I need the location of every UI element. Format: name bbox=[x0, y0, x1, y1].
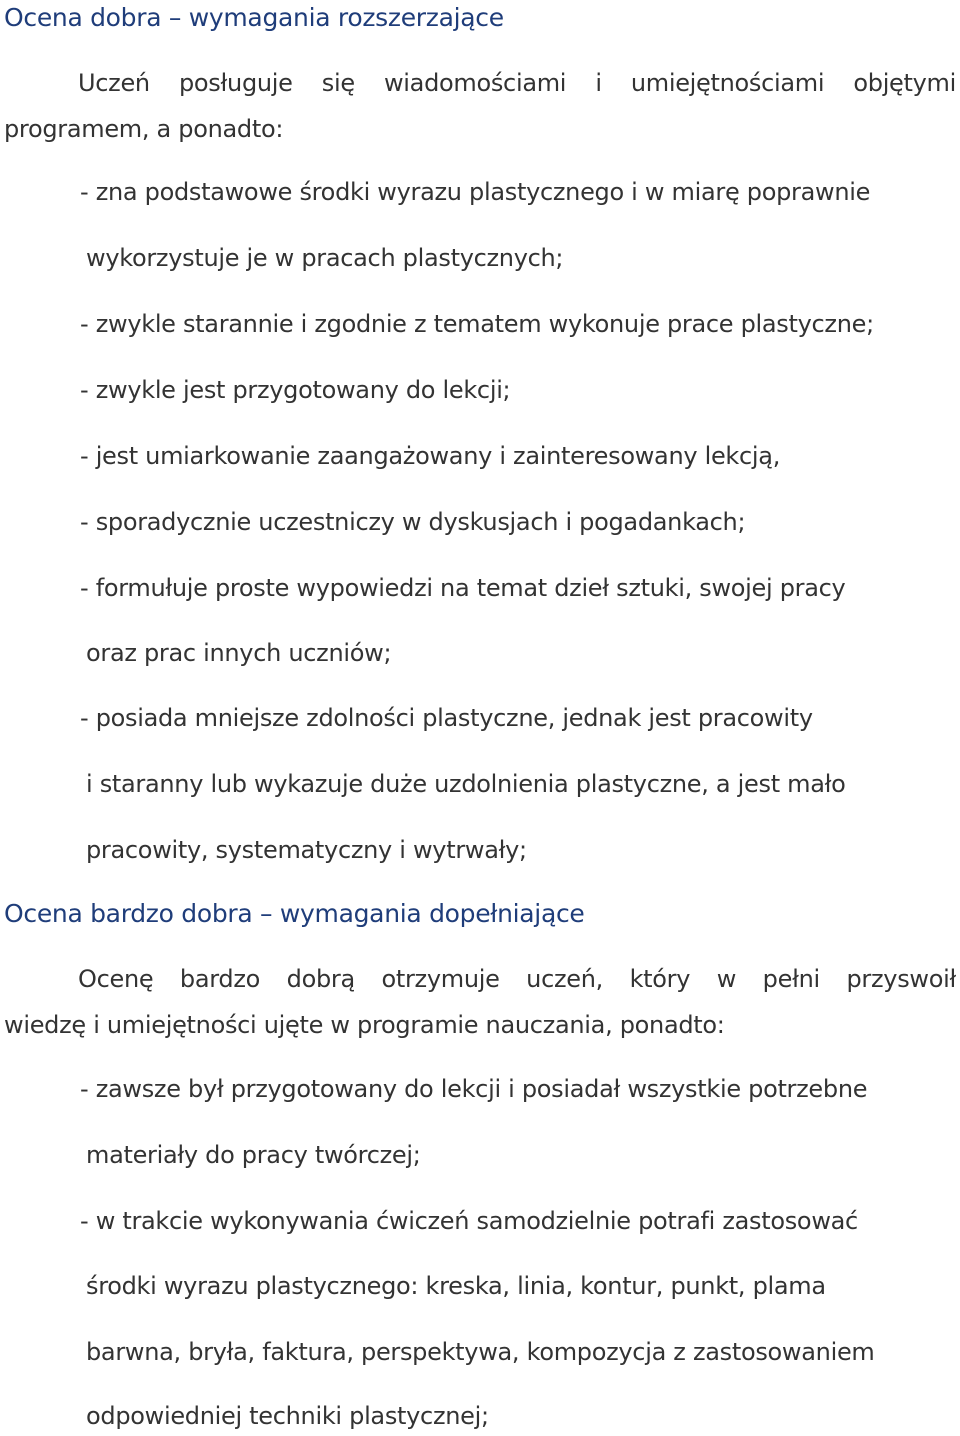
section-intro-line: Ocenę bardzo dobrą otrzymuje uczeń, który w pełni przyswoił bbox=[78, 965, 956, 993]
section-heading-good: Ocena dobra – wymagania rozszerzające bbox=[4, 3, 504, 32]
list-item-continuation: wykorzystuje je w pracach plastycznych; bbox=[86, 244, 564, 272]
list-item: - sporadycznie uczestniczy w dyskusjach i pogadankach; bbox=[80, 508, 746, 536]
list-item-continuation: materiały do pracy twórczej; bbox=[86, 1141, 421, 1169]
list-item: - formułuje proste wypowiedzi na temat dzieł sztuki, swojej pracy bbox=[80, 574, 846, 602]
list-item: - posiada mniejsze zdolności plastyczne, jednak jest pracowity bbox=[80, 704, 813, 732]
list-item-continuation: barwna, bryła, faktura, perspektywa, kompozycja z zastosowaniem bbox=[86, 1338, 875, 1366]
list-item: - zwykle jest przygotowany do lekcji; bbox=[80, 376, 511, 404]
section-intro-line: wiedzę i umiejętności ujęte w programie nauczania, ponadto: bbox=[4, 1011, 725, 1039]
list-item-continuation: pracowity, systematyczny i wytrwały; bbox=[86, 836, 527, 864]
section-heading-very-good: Ocena bardzo dobra – wymagania dopełniające bbox=[4, 899, 585, 928]
list-item: - zawsze był przygotowany do lekcji i posiadał wszystkie potrzebne bbox=[80, 1075, 868, 1103]
list-item-continuation: środki wyrazu plastycznego: kreska, linia, kontur, punkt, plama bbox=[86, 1272, 826, 1300]
list-item: - zwykle starannie i zgodnie z tematem wykonuje prace plastyczne; bbox=[80, 310, 874, 338]
list-item: - w trakcie wykonywania ćwiczeń samodzielnie potrafi zastosować bbox=[80, 1207, 858, 1235]
list-item-continuation: oraz prac innych uczniów; bbox=[86, 639, 392, 667]
list-item: - jest umiarkowanie zaangażowany i zainteresowany lekcją, bbox=[80, 442, 781, 470]
list-item-continuation: odpowiedniej techniki plastycznej; bbox=[86, 1402, 489, 1430]
section-intro-line: Uczeń posługuje się wiadomościami i umiejętnościami objętymi bbox=[78, 69, 956, 97]
list-item-continuation: i staranny lub wykazuje duże uzdolnienia plastyczne, a jest mało bbox=[86, 770, 846, 798]
list-item: - zna podstawowe środki wyrazu plastycznego i w miarę poprawnie bbox=[80, 178, 871, 206]
section-intro-line: programem, a ponadto: bbox=[4, 115, 284, 143]
